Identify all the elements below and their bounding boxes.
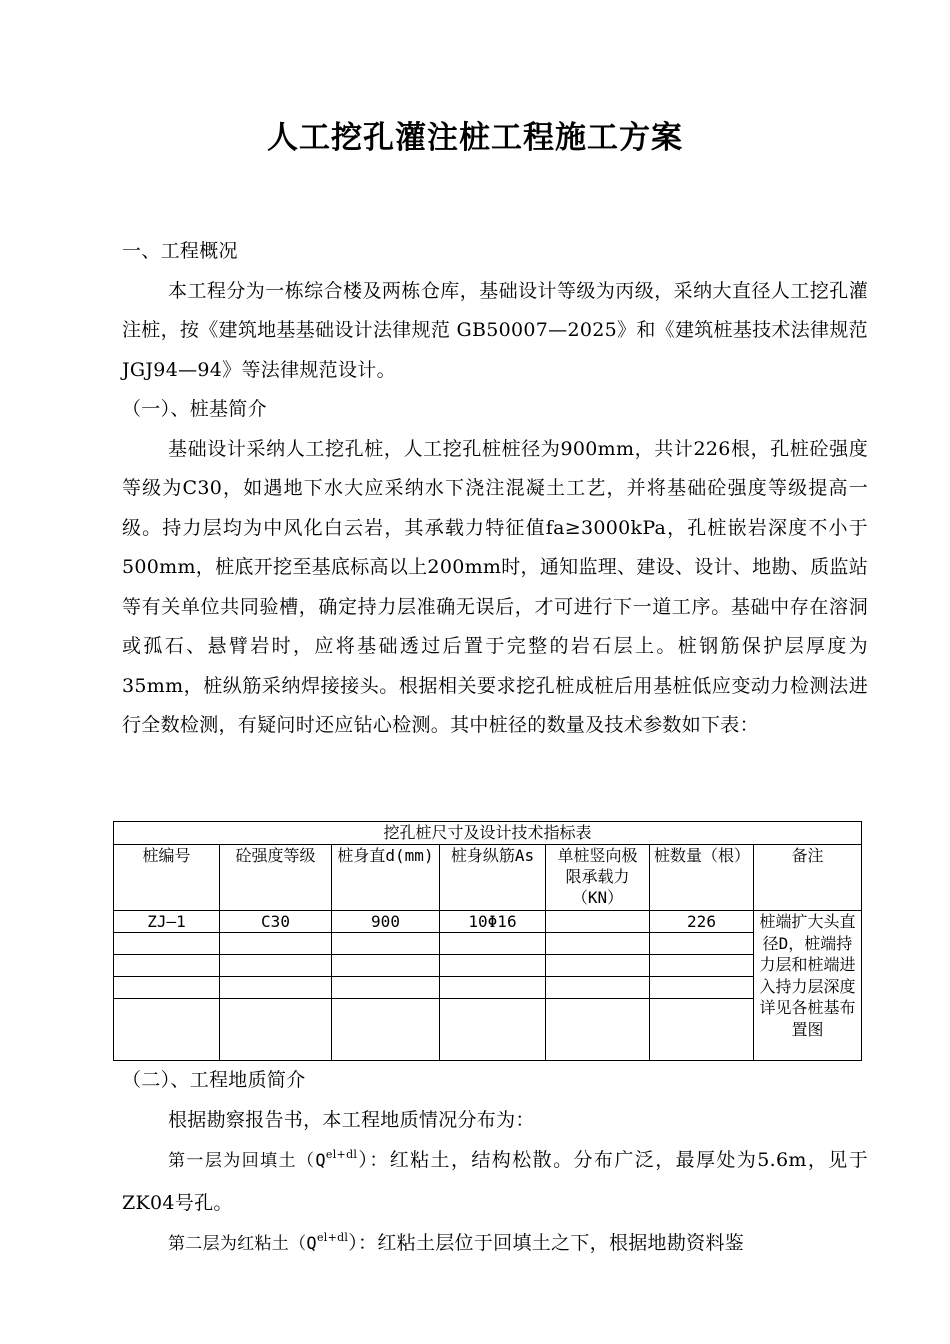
table-cell: ZJ—1 [114,911,220,933]
section-heading: 一、工程概况 [122,240,238,262]
table-cell: 226 [650,911,754,933]
subsection-heading-pile: （一）、桩基简介 [122,398,267,420]
header-cell: 桩数量（根） [650,845,754,911]
layer2-paragraph [122,1223,868,1266]
table-row [114,955,862,977]
layer1-prefix: 第一层为回填土（Q [168,1151,326,1171]
table-caption: 挖孔桩尺寸及设计技术指标表 [114,822,862,845]
geology-intro: 根据勘察报告书，本工程地质情况分布为： [168,1109,535,1131]
layer2-prefix: 第二层为红粘土（Q [168,1234,317,1254]
table-cell: 10Φ16 [440,911,546,933]
overview-paragraph: 本工程分为一栋综合楼及两栋仓库，基础设计等级为丙级，采纳大直径人工挖孔灌注桩，按《建筑地基基础设计法律规范 GB50007—2025》和《建筑桩基技术法律规范 JGJ94—94》等法律规范设计。 [122,279,868,381]
layer1-suffix: ）：红粘土，结构松散。分布广泛，最厚处为5.6m，见于ZK04号孔。 [122,1149,868,1214]
header-cell: 单桩竖向极限承载力（KN） [546,845,650,911]
table-cell [546,911,650,933]
layer2-suffix: ）：红粘土层位于回填土之下，根据地勘资料鉴 [348,1232,745,1254]
subsection-heading-geology: （二）、工程地质简介 [122,1069,306,1091]
header-cell: 桩编号 [114,845,220,911]
layer1-paragraph [122,1140,868,1223]
table-row [114,999,862,1061]
layer1-sup: el+dl [325,1148,358,1161]
document-title: 人工挖孔灌注桩工程施工方案 [267,120,683,156]
table-cell: 900 [332,911,440,933]
section-overview [122,232,868,746]
pile-paragraph: 基础设计采纳人工挖孔桩，人工挖孔桩桩径为900mm，共计226根，孔桩砼强度等级为C30，如遇地下水大应采纳水下浇注混凝土工艺，并将基础砼强度等级提高一级。持力层均为中风化白云岩，其承载力特征值fa≥3000kPa，孔桩嵌岩深度不小于500mm，桩底开挖至基底标高以上200mm时，通知监理、建设、设计、地勘、质监站等有关单位共同验槽，确定持力层准确无误后，才可进行下一道工序。基础中存在溶洞或孤石、悬臂岩时，应将基础透过后置于完整的岩石层上。桩钢筋保护层厚度为35mm，桩纵筋采纳焊接接头。根据相关要求挖孔桩成桩后用基桩低应变动力检测法进行全数检测，有疑问时还应钻心检测。其中桩径的数量及技术参数如下表： [122,437,868,736]
layer2-sup: el+dl [316,1231,349,1244]
header-cell: 砼强度等级 [220,845,332,911]
header-cell: 桩身直d(mm) [332,845,440,911]
section-geology [122,1060,868,1266]
table-row [114,977,862,999]
table-cell: C30 [220,911,332,933]
table-row [114,911,862,933]
pile-spec-table [113,821,862,1061]
table-header-row [114,845,862,911]
header-cell: 桩身纵筋As [440,845,546,911]
table-row [114,933,862,955]
remark-cell: 桩端扩大头直径D，桩端持力层和桩端进入持力层深度详见各桩基布置图 [754,911,862,1061]
header-cell: 备注 [754,845,862,911]
